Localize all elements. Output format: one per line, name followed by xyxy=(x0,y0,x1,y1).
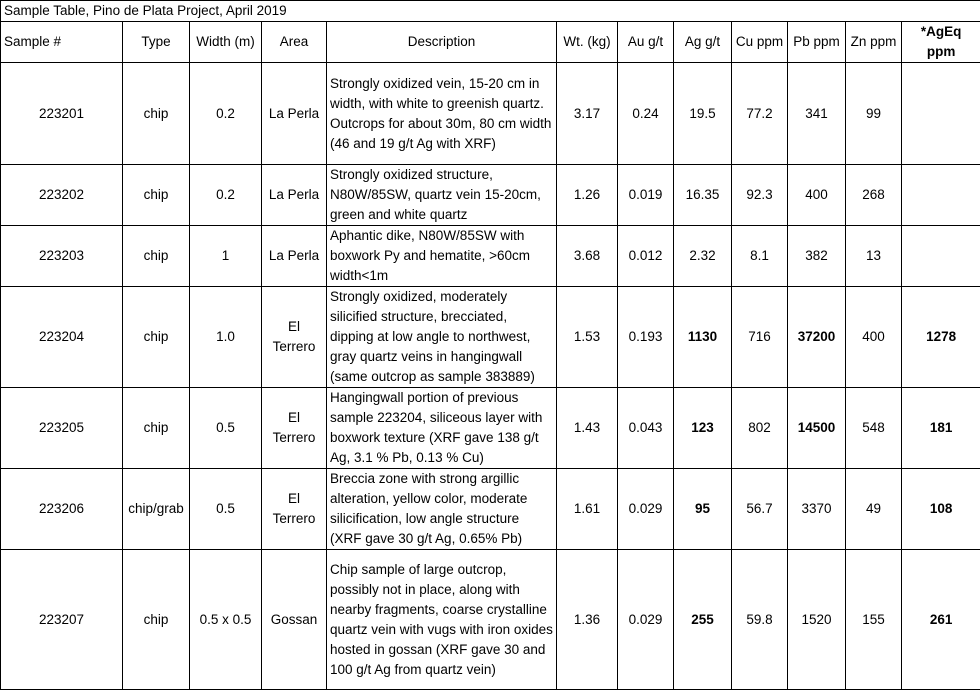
cell-area: La Perla xyxy=(262,226,327,287)
cell-zn: 268 xyxy=(846,165,902,226)
cell-zn: 155 xyxy=(846,550,902,690)
title-row-fill xyxy=(557,1,980,22)
cell-area: La Perla xyxy=(262,165,327,226)
table-row xyxy=(1,226,980,287)
cell-cu: 56.7 xyxy=(732,469,788,550)
cell-au: 0.029 xyxy=(618,469,674,550)
cell-wt: 1.36 xyxy=(557,550,618,690)
cell-wt: 3.17 xyxy=(557,63,618,165)
cell-description: Breccia zone with strong argillic alteration, yellow color, moderate silicification, low angle structure (XRF gave 30 g/t Ag, 0.65% Pb) xyxy=(327,469,557,550)
cell-type: chip xyxy=(123,388,190,469)
cell-area: El Terrero xyxy=(262,469,327,550)
cell-wt: 1.61 xyxy=(557,469,618,550)
cell-ageq xyxy=(902,165,980,226)
cell-area: La Perla xyxy=(262,63,327,165)
cell-au: 0.012 xyxy=(618,226,674,287)
title-row xyxy=(1,1,980,22)
cell-area: Gossan xyxy=(262,550,327,690)
cell-type: chip xyxy=(123,287,190,388)
cell-ag: 95 xyxy=(674,469,732,550)
cell-type: chip xyxy=(123,550,190,690)
table-row xyxy=(1,63,980,165)
cell-au: 0.043 xyxy=(618,388,674,469)
cell-pb: 37200 xyxy=(788,287,846,388)
cell-ageq: 181 xyxy=(902,388,980,469)
table-row xyxy=(1,550,980,690)
cell-sample: 223204 xyxy=(1,287,123,388)
cell-wt: 1.26 xyxy=(557,165,618,226)
cell-width: 1.0 xyxy=(190,287,262,388)
cell-type: chip xyxy=(123,226,190,287)
cell-description: Strongly oxidized, moderately silicified structure, brecciated, dipping at low angle to northwest, gray quartz veins in hangingwall (same outcrop as sample 383889) xyxy=(327,287,557,388)
cell-ageq: 261 xyxy=(902,550,980,690)
cell-description: Strongly oxidized structure, N80W/85SW, quartz vein 15-20cm, green and white quartz xyxy=(327,165,557,226)
cell-au: 0.24 xyxy=(618,63,674,165)
cell-cu: 716 xyxy=(732,287,788,388)
cell-type: chip/grab xyxy=(123,469,190,550)
header-pb: Pb ppm xyxy=(788,22,846,63)
cell-sample: 223206 xyxy=(1,469,123,550)
cell-zn: 548 xyxy=(846,388,902,469)
table-title: Sample Table, Pino de Plata Project, April 2019 xyxy=(1,1,557,22)
cell-sample: 223205 xyxy=(1,388,123,469)
table-row xyxy=(1,165,980,226)
header-width: Width (m) xyxy=(190,22,262,63)
cell-description: Hangingwall portion of previous sample 223204, siliceous layer with boxwork texture (XRF gave 138 g/t Ag, 3.1 % Pb, 0.13 % Cu) xyxy=(327,388,557,469)
cell-au: 0.029 xyxy=(618,550,674,690)
header-zn: Zn ppm xyxy=(846,22,902,63)
cell-ageq: 108 xyxy=(902,469,980,550)
cell-cu: 92.3 xyxy=(732,165,788,226)
cell-width: 0.5 xyxy=(190,469,262,550)
header-row xyxy=(1,22,980,63)
cell-ag: 1130 xyxy=(674,287,732,388)
cell-pb: 3370 xyxy=(788,469,846,550)
cell-ag: 2.32 xyxy=(674,226,732,287)
header-au: Au g/t xyxy=(618,22,674,63)
cell-width: 0.5 x 0.5 xyxy=(190,550,262,690)
cell-pb: 382 xyxy=(788,226,846,287)
header-ageq: *AgEq ppm xyxy=(902,22,980,63)
cell-cu: 8.1 xyxy=(732,226,788,287)
cell-area: El Terrero xyxy=(262,287,327,388)
cell-ageq xyxy=(902,226,980,287)
cell-wt: 3.68 xyxy=(557,226,618,287)
cell-ag: 123 xyxy=(674,388,732,469)
table-row xyxy=(1,469,980,550)
cell-pb: 14500 xyxy=(788,388,846,469)
header-ag: Ag g/t xyxy=(674,22,732,63)
header-area: Area xyxy=(262,22,327,63)
table-row xyxy=(1,287,980,388)
cell-type: chip xyxy=(123,165,190,226)
table-row xyxy=(1,388,980,469)
cell-au: 0.019 xyxy=(618,165,674,226)
cell-zn: 400 xyxy=(846,287,902,388)
cell-sample: 223202 xyxy=(1,165,123,226)
cell-ageq: 1278 xyxy=(902,287,980,388)
cell-pb: 341 xyxy=(788,63,846,165)
cell-zn: 99 xyxy=(846,63,902,165)
cell-width: 0.2 xyxy=(190,165,262,226)
cell-width: 0.5 xyxy=(190,388,262,469)
cell-zn: 13 xyxy=(846,226,902,287)
cell-area: El Terrero xyxy=(262,388,327,469)
header-wt: Wt. (kg) xyxy=(557,22,618,63)
cell-description: Aphantic dike, N80W/85SW with boxwork Py and hematite, >60cm width<1m xyxy=(327,226,557,287)
cell-zn: 49 xyxy=(846,469,902,550)
cell-width: 0.2 xyxy=(190,63,262,165)
cell-cu: 77.2 xyxy=(732,63,788,165)
cell-description: Strongly oxidized vein, 15-20 cm in width, with white to greenish quartz. Outcrops for about 30m, 80 cm width (46 and 19 g/t Ag with XRF) xyxy=(327,63,557,165)
cell-type: chip xyxy=(123,63,190,165)
cell-wt: 1.43 xyxy=(557,388,618,469)
cell-width: 1 xyxy=(190,226,262,287)
cell-sample: 223203 xyxy=(1,226,123,287)
cell-description: Chip sample of large outcrop, possibly not in place, along with nearby fragments, coarse crystalline quartz vein with vugs with iron oxides hosted in gossan (XRF gave 30 and 100 g/t Ag from quartz vein) xyxy=(327,550,557,690)
header-description: Description xyxy=(327,22,557,63)
cell-cu: 802 xyxy=(732,388,788,469)
cell-ag: 255 xyxy=(674,550,732,690)
cell-ag: 19.5 xyxy=(674,63,732,165)
cell-sample: 223201 xyxy=(1,63,123,165)
header-cu: Cu ppm xyxy=(732,22,788,63)
cell-pb: 1520 xyxy=(788,550,846,690)
cell-wt: 1.53 xyxy=(557,287,618,388)
cell-cu: 59.8 xyxy=(732,550,788,690)
header-type: Type xyxy=(123,22,190,63)
cell-ageq xyxy=(902,63,980,165)
cell-sample: 223207 xyxy=(1,550,123,690)
cell-au: 0.193 xyxy=(618,287,674,388)
cell-ag: 16.35 xyxy=(674,165,732,226)
cell-pb: 400 xyxy=(788,165,846,226)
header-sample: Sample # xyxy=(1,22,123,63)
